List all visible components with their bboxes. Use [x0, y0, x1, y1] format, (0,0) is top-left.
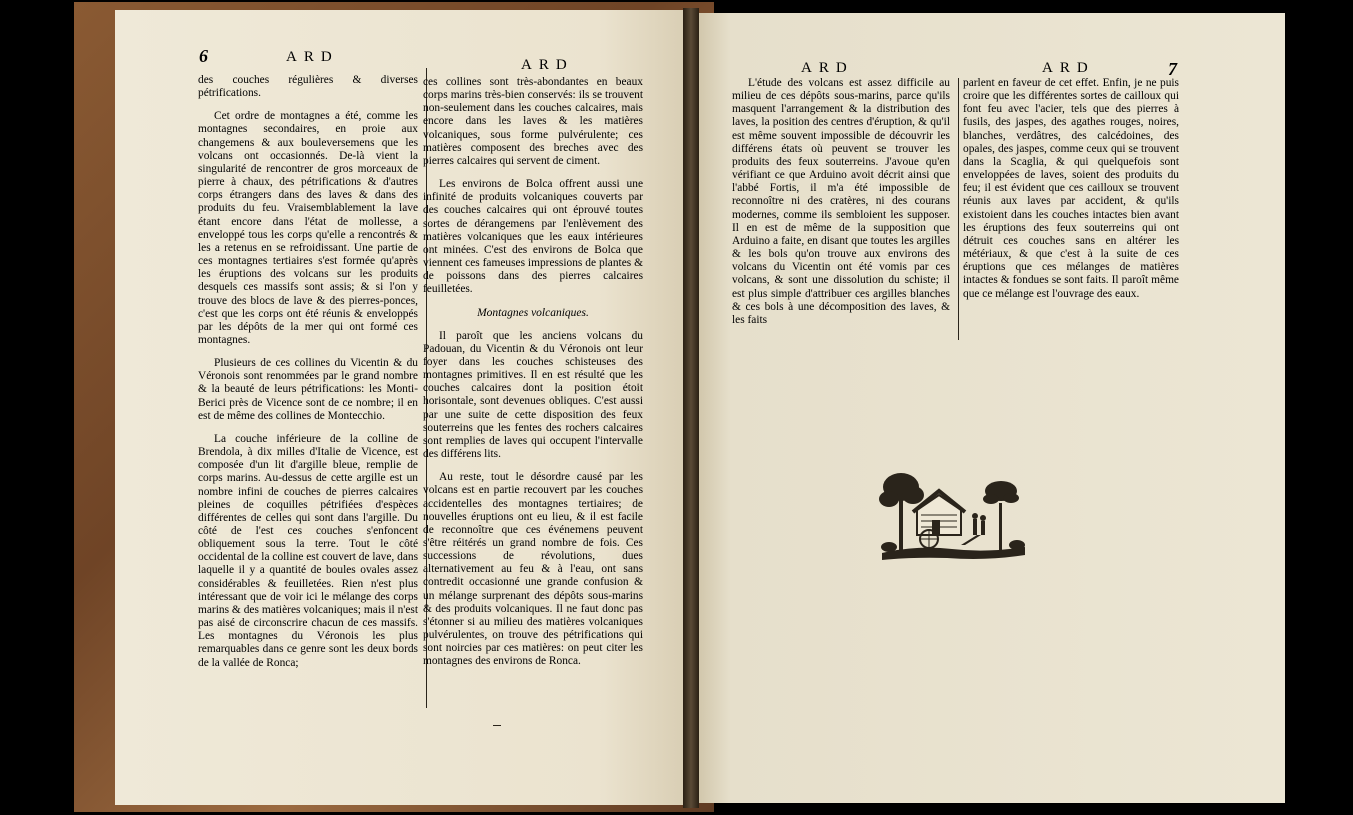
running-head-right-col2: ARD	[1042, 60, 1095, 76]
left-page-column-2	[423, 76, 643, 679]
running-head-right-col1: ARD	[801, 60, 854, 76]
column-rule-right	[958, 78, 959, 340]
paragraph: des couches régulières & diverses pétrifications.	[198, 74, 418, 100]
running-head-left-col2: ARD	[521, 57, 574, 73]
section-title: Montagnes volcaniques.	[477, 306, 589, 319]
paragraph: Les environs de Bolca offrent aussi une infinité de produits volcaniques couverts par des couches calcaires qui ont éprouvé toutes sortes de dérangemens par l'enlèvement des matières volcaniques que les eaux intérieures ont minées. C'est des environs de Bolca que viennent ces fameuses impressions de plantes & de poissons dans des pierres calcaires feuilletées.	[423, 178, 643, 296]
paragraph: parlent en faveur de cet effet. Enfin, je ne puis croire que les différentes sortes de cailloux qui font feu avec l'acier, tels que des pierres à fusils, des jaspes, des agathes rouges, noires, blanches, verdâtres, des calcédoines, des opales, des jaspes, comme ceux qui se trouvent dans la Scaglia, & qui quelquefois sont enveloppées de laves, soient des produits du feu; il est évident que ces cailloux se trouvent réunis aux laves par accident, & qu'ils existoient dans les couches intactes bien avant les éruptions des feux souterreins qui ont détruit ces couches sans en altérer les métériaux, & que c'est à la suite de ces éruptions que ces mélanges de matières intactes & fondues se sont faits. Il paroît même que ce mélange est l'ouvrage des eaux.	[963, 77, 1179, 300]
right-page-column-2	[963, 77, 1179, 311]
page-number-left: 6	[199, 46, 208, 66]
page-number-right: 7	[1168, 59, 1177, 79]
paragraph: Plusieurs de ces collines du Vicentin & du Véronois sont renommées par le grand nombre & la beauté de leurs pétrifications: les Monti-Berici près de Vicence sont de ce nombre; il en est de même des collines de Montecchio.	[198, 357, 418, 422]
paragraph: Au reste, tout le désordre causé par les volcans est en partie recouvert par les couches accidentelles des montagnes tertiaires; de nouvelles éruptions ont eu lieu, & il est facile de reconnoître que ces événemens peuvent s'être réitérés un grand nombre de fois. Ces successions de révolutions, dues alternativement au feu & à l'eau, ont sans contredit occasionné une grande confusion & un mélange surprenant des dépôts sous-marins & des produits volcaniques. Il ne faut donc pas s'étonner si au milieu des matières volcaniques pulvérulentes, on trouve des pétrifications qui sont noircies par ces matières: on peut citer les montagnes des environs de Ronca.	[423, 471, 643, 668]
paragraph: ces collines sont très-abondantes en beaux corps marins très-bien conservés: ils se trouvent non-seulement dans les couches calcaires, mais encore dans les laves & les matières volcaniques, sous forme pulvérulente; ces matières composent des breches avec des pierres calcaires qui servent de ciment.	[423, 76, 643, 167]
landscape-vignette-icon	[877, 465, 1027, 565]
right-page-column-1	[732, 77, 950, 337]
running-head-left-col1: ARD	[286, 49, 339, 65]
paragraph: Cet ordre de montagnes a été, comme les montagnes secondaires, en proie aux changemens & aux bouleversemens que les volcans ont occasionnés. De-là vient la singularité de rencontrer de gros morceaux de pierre à chaux, des pétrifications & d'autres corps étrangers dans des laves & dans des produits du feu. Vraisemblablement la lave étant encore dans l'état de mollesse, a enveloppé tous les corps qu'elle a rencontrés & les a retenus en se refroidissant. Une partie de ces montagnes tertiaires s'est formée qu'après les éruptions des volcans sur les produits desquels ces massifs sont assis; & si l'on y trouve des blocs de lave & des pierres-ponces, c'est que les corps ont été réunis & enveloppés par les dépôts de la mer qui ont formé ces montagnes.	[198, 110, 418, 346]
book-gutter	[683, 8, 699, 808]
paragraph: Il paroît que les anciens volcans du Padouan, du Vicentin & du Véronois ont leur foyer dans les couches schisteuses des montagnes primitives. Il en est résulté que les couches calcaires dont la position étoit horisontale, sont devenues obliques. C'est aussi par une suite de cette disposition des feux souterreins que les fentes des rochers calcaires sont remplies de laves qui occupent l'intervalle des différens lits.	[423, 329, 643, 461]
paragraph: La couche inférieure de la colline de Brendola, à dix milles d'Italie de Vicence, est composée d'un lit d'argille bleue, remplie de corps marins. Au-dessus de cette argille est un nombre infini de couches de pierres calcaires pleines de coquilles pétrifiées d'espèces différentes de celles qui sont dans l'argille. Du côté de l'est ces couches s'enfoncent obliquement sous la terre. Tout le côté occidental de la colline est couvert de lave, dans laquelle il y a quantité de boules ovales assez considérables & feuilletées. Rien n'est plus intéressant que de voir ici le mélange des corps marins & des matières volcaniques; mais il n'est pas aisé de circonscrire chacun de ces massifs. Les montagnes du Véronois les plus remarquables dans ce genre sont les deux bords de la vallée de Ronca;	[198, 432, 418, 669]
paragraph: L'étude des volcans est assez difficile au milieu de ces dépôts sous-marins, parce qu'ils masquent l'arrangement & la distribution des laves, la position des centres d'éruption, & qu'il est même souvent impossible de découvrir les différens états où peuvent se trouver les produits des feux souterreins. J'avoue qu'en vérifiant ce que Arduino avoit décrit ainsi que l'abbé Fortis, il m'a été impossible de reconnoître ni des cratères, ni des courans modernes, comme ils sembloient les supposer. Il en est de même de la supposition que Arduino a faite, en disant que toutes les argilles & les bols qu'on trouve aux environs des volcans du Vicentin ont été vomis par ces volcans, & sont une dissolution du schiste; il est plus simple d'attribuer ces argilles blanches & ces bols à une décomposition des laves, & les faits	[732, 77, 950, 326]
left-page-column-1	[198, 74, 418, 680]
page-end-mark	[493, 725, 501, 726]
